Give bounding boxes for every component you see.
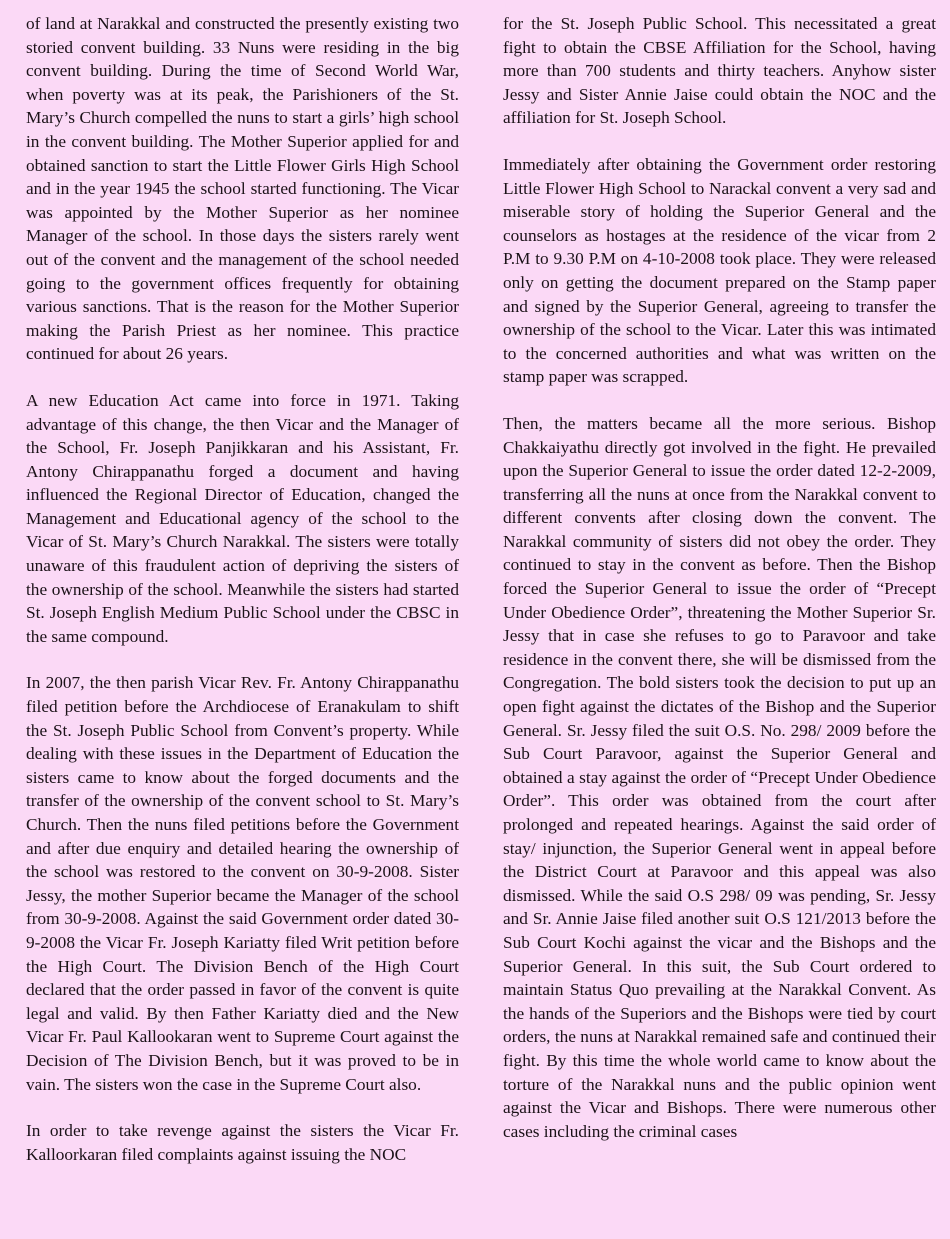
paragraph-revenge-noc: In order to take revenge against the sisters the Vicar Fr. Kalloorkaran filed complaints against issuing the NOC <box>26 1121 459 1164</box>
paragraph-2007-petition: In 2007, the then parish Vicar Rev. Fr. Antony Chirappanathu filed petition before the Archdiocese of Eranakulam to shift the St. Joseph Public School from Convent’s property. While dealing with these issues in the Department of Education the sisters came to know about the forged documents and the transfer of the ownership of the convent school to St. Mary’s Church. Then the nuns filed petitions before the Government and after due enquiry and detailed hearing the ownership of the school was restored to the convent on 30-9-2008. Sister Jessy, the mother Superior became the Manager of the school from 30-9-2008. Against the said Government order dated 30-9-2008 the Vicar Fr. Joseph Kariatty filed Writ petition before the High Court. The Division Bench of the High Court declared that the order passed in favor of the convent is quite legal and valid. By then Father Kariatty died and the New Vicar Fr. Paul Kallookaran went to Supreme Court against the Decision of The Division Bench, but it was proved to be in vain. The sisters won the case in the Supreme Court also. <box>26 673 459 1094</box>
right-column <box>503 12 936 1239</box>
left-column <box>26 12 459 1239</box>
paragraph-hostage-story: Immediately after obtaining the Government order restoring Little Flower High School to Narackal convent a very sad and miserable story of holding the Superior General and the counselors as hostages at the residence of the vicar from 2 P.M to 9.30 P.M on 4-10-2008 took place. They were released only on getting the document prepared on the Stamp paper and signed by the Superior General, agreeing to transfer the ownership of the school to the Vicar. Later this was intimated to the concerned authorities and what was written on the stamp paper was scrapped. <box>503 154 936 387</box>
paragraph-convent-history: of land at Narakkal and constructed the presently existing two storied convent building. 33 Nuns were residing in the big convent building. During the time of Second World War, when poverty was at its peak, the Parishioners of the St. Mary’s Church compelled the nuns to start a girls’ high school in the convent building. The Mother Superior applied for and obtained sanction to start the Little Flower Girls High School and in the year 1945 the school started functioning. The Vicar was appointed by the Mother Superior as her nominee Manager of the school. In those days the sisters rarely went out of the convent and the management of the school needed going to the government offices frequently for obtaining various sanctions. That is the reason for the Mother Superior making the Parish Priest as her nominee. This practice continued for about 26 years. <box>26 14 459 364</box>
paragraph-education-act: A new Education Act came into force in 1971. Taking advantage of this change, the then Vicar and the Manager of the School, Fr. Joseph Panjikkaran and his Assistant, Fr. Antony Chirappanathu forged a document and having influenced the Regional Director of Education, changed the Management and Educational agency of the school to the Vicar of St. Mary’s Church Narakkal. The sisters were totally unaware of this fraudulent action of depriving the sisters of the ownership of the school. Meanwhile the sisters had started St. Joseph English Medium Public School under the CBSC in the same compound. <box>26 390 459 646</box>
paragraph-bishop-involvement: Then, the matters became all the more serious. Bishop Chakkaiyathu directly got involved in the fight. He prevailed upon the Superior General to issue the order dated 12-2-2009, transferring all the nuns at once from the Narakkal convent to different convents after closing down the convent. The Narakkal community of sisters did not obey the order. They continued to stay in the convent as before. Then the Bishop forced the Superior General to issue the order of “Precept Under Obedience Order”, threatening the Mother Superior Sr. Jessy that in case she refuses to go to Paravoor and take residence in the convent there, she will be dismissed from the Congregation. The bold sisters took the decision to put up an open fight against the dictates of the Bishop and the Superior General. Sr. Jessy filed the suit O.S. No. 298/ 2009 before the Sub Court Paravoor, against the Superior General and obtained a stay against the order of “Precept Under Obedience Order”. This order was obtained from the court after prolonged and repeated hearings. Against the said order of stay/ injunction, the Superior General went in appeal before the District Court at Paravoor and this appeal was also dismissed. While the said O.S 298/ 09 was pending, Sr. Jessy and Sr. Annie Jaise filed another suit O.S 121/2013 before the Sub Court Kochi against the vicar and the Bishops and the Superior General. In this suit, the Sub Court ordered to maintain Status Quo prevailing at the Narakkal Convent. As the hands of the Superiors and the Bishops were tied by court orders, the nuns at Narakkal remained safe and continued their fight. By this time the whole world came to know about the torture of the Narakkal nuns and the public opinion went against the Vicar and Bishops. There were numerous other cases including the criminal cases <box>503 413 936 1141</box>
paragraph-cbse-affiliation: for the St. Joseph Public School. This necessitated a great fight to obtain the CBSE Affiliation for the School, having more than 700 students and thirty teachers. Anyhow sister Jessy and Sister Annie Jaise could obtain the NOC and the affiliation for St. Joseph School. <box>503 14 936 128</box>
